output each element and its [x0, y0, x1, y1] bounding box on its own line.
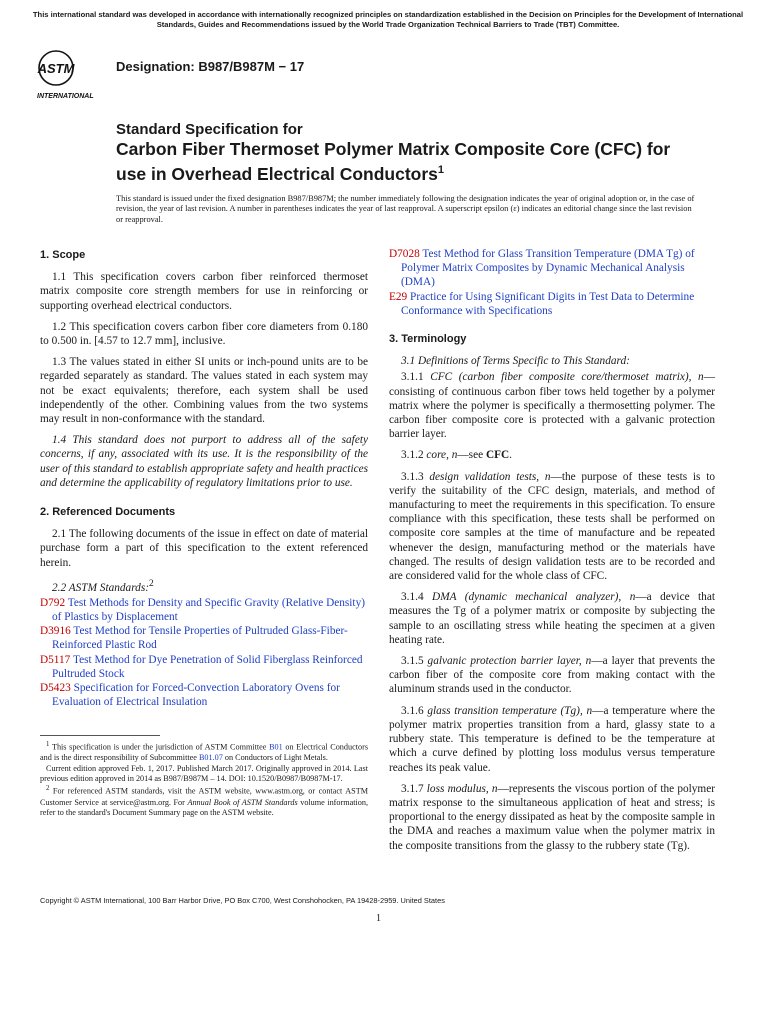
- scope-1-2: 1.2 This specification covers carbon fiber core diameters from 0.180 to 0.500 in. [4.57 to 12.7 mm], inclusive.: [40, 320, 368, 348]
- astm-logo-subtitle: INTERNATIONAL: [37, 93, 94, 100]
- footnote-1: $^1$ This specification is under the jurisdiction of ASTM Committee B01 on Electrical Conductors and is the direct responsibility of Subcommittee B01.07 on Conductors of Light Metals.: [40, 741, 369, 763]
- astm-logo: [34, 46, 104, 100]
- issue-note: This standard is issued under the fixed designation B987/B987M; the number immediately following the designation indicates the year of original adoption or, in the case of revision, the year of last revision. A number in parentheses indicates the year of last reapproval. A superscript epsilon (ε) indicates an editorial change since the last revision or reapproval.: [116, 194, 695, 224]
- ref-item-d3916[interactable]: D3916 Test Method for Tensile Properties of Pultruded Glass-Fiber-Reinforced Plastic Rod: [40, 625, 348, 652]
- term-3-1-3: 3.1.3 design validation tests, n—the purpose of these tests is to verify the suitability of the CFC design, materials, and method of manufacturing to meet the requirements in this specification. To ensure compliance with this specification, these tests shall be performed on composite core samples at the time of manufacture and be repeated whenever the design, manufacturing method or the materials have changed. The results of design validation tests are to be recorded and are considered valid for the whole class of CFC.: [389, 470, 715, 583]
- title-footnote-marker: 1: [437, 164, 445, 176]
- title-line-2: Carbon Fiber Thermoset Polymer Matrix Composite Core (CFC) for use in Overhead Electrical Conductors$^1$: [116, 139, 671, 184]
- designation: Designation: B987/B987M − 17: [116, 59, 305, 74]
- scope-1-4: 1.4 This standard does not purport to address all of the safety concerns, if any, associated with its use. It is the responsibility of the user of this standard to establish appropriate safety and health practices and determine the applicability of regulatory limitations prior to use.: [40, 434, 369, 489]
- wto-notice: This international standard was developed in accordance with internationally recognized principles on standardization established in the Decision on Principles for the Development of International Standards, Guides and Recommendations issued by the World Trade Organization Technical Barriers to Trade (TBT) Committee.: [32, 10, 744, 29]
- astm-standards-label: 2.2 ASTM Standards:$^2$: [52, 578, 154, 594]
- term-3-1-4: 3.1.4 DMA (dynamic mechanical analyzer), n—a device that measures the Tg of a polymer matrix or composite by subjecting the sample to an oscillating stress while heating the specimen at a given heating rate.: [389, 591, 715, 646]
- ref-item-d5423[interactable]: D5423 Specification for Forced-Convection Laboratory Ovens for Evaluation of Electrical Insulation: [40, 682, 340, 709]
- term-3-1-5: 3.1.5 galvanic protection barrier layer, n—a layer that prevents the carbon fiber of the composite core from making contact with the aluminum strands used in the conductor.: [389, 655, 716, 696]
- link-b01[interactable]: B01: [269, 742, 283, 752]
- left-column: [40, 248, 368, 709]
- section-referenced-heading: 2. Referenced Documents: [40, 506, 176, 519]
- section-scope-heading: 1. Scope: [40, 249, 86, 261]
- link-b01-07[interactable]: B01.07: [198, 753, 223, 763]
- ref-item-e29[interactable]: E29 Practice for Using Significant Digits in Test Data to Determine Conformance with Specifications: [389, 290, 695, 317]
- document-title: [116, 120, 676, 185]
- term-3-1-7: 3.1.7 loss modulus, n—represents the viscous portion of the polymer matrix response to the simultaneous application of heat and stress; is proportional to the energy dissipated as heat by the composite sample in the DMA and reaches a maximum value when the polymer matrix in the composite transitions from the glassy to the rubbery state (Tg).: [389, 782, 715, 852]
- scope-1-1: 1.1 This specification covers carbon fiber reinforced thermoset matrix composite core strength members for use in reinforcing or supporting overhead electrical conductors.: [40, 271, 368, 312]
- term-3-1: 3.1 Definitions of Terms Specific to This Standard:: [401, 355, 630, 368]
- term-3-1-6: 3.1.6 glass transition temperature (Tg), n—a temperature where the polymer matrix properties transition from a hard, glassy state to a rubbery state. This temperature is defined to be the temperature at which a curve defined by plotting loss modulus versus temperature reaches its peak value.: [389, 704, 715, 774]
- ref-item-d7028[interactable]: D7028 Test Method for Glass Transition Temperature (DMA Tg) of Polymer Matrix Composites by Dynamic Mechanical Analysis (DMA): [389, 248, 695, 289]
- term-3-1-2: 3.1.2 core, n—see CFC.: [401, 449, 512, 462]
- footnotes: [40, 740, 368, 818]
- ref-item-d792[interactable]: D792 Test Methods for Density and Specific Gravity (Relative Density) of Plastics by Displacement: [40, 596, 365, 624]
- scope-1-3: 1.3 The values stated in either SI units or inch-pound units are to be regarded separately as standard. The values stated in each system may not be exact equivalents; therefore, each system shall be used independently of the other. Combining values from the two systems may result in non-conformance with the standard.: [40, 356, 368, 426]
- footnote-rule: [40, 735, 160, 736]
- referenced-2-1: 2.1 The following documents of the issue in effect on date of material purchase form a part of this specification to the extent referenced herein.: [40, 528, 368, 569]
- astm-logo-letters: ASTM: [37, 61, 75, 76]
- term-3-1-1: 3.1.1 CFC (carbon fiber composite core/thermoset matrix), n—consisting of continuous carbon fiber tows held together by a polymer matrix where the polymer is specifically a thermosetting polymer. The carbon fiber composite core is protected with a galvanic protection barrier layer.: [389, 371, 715, 441]
- right-column: [389, 247, 715, 860]
- copyright-line: Copyright © ASTM International, 100 Barr Harbor Drive, PO Box C700, West Conshohocken, PA 19428-2959. United States: [40, 896, 445, 905]
- footnote-2: $^2$ For referenced ASTM standards, visit the ASTM website, www.astm.org, or contact ASTM Customer Service at service@astm.org. For Annual Book of ASTM Standards volume information, refer to the standard's Document Summary page on the ASTM website.: [40, 785, 369, 817]
- footnote-1-edition: Current edition approved Feb. 1, 2017. Published March 2017. Originally approved in 2014. Last previous edition approved in 2014 as B987/B987M – 14. DOI: 10.1520/B0987/B0987M-17.: [40, 763, 368, 783]
- page-number: 1: [376, 913, 381, 924]
- ref-item-d5117[interactable]: D5117 Test Method for Dye Penetration of Solid Fiberglass Reinforced Pultruded Stock: [40, 653, 363, 680]
- title-line-1: Standard Specification for: [116, 121, 303, 138]
- section-terminology-heading: 3. Terminology: [389, 333, 467, 346]
